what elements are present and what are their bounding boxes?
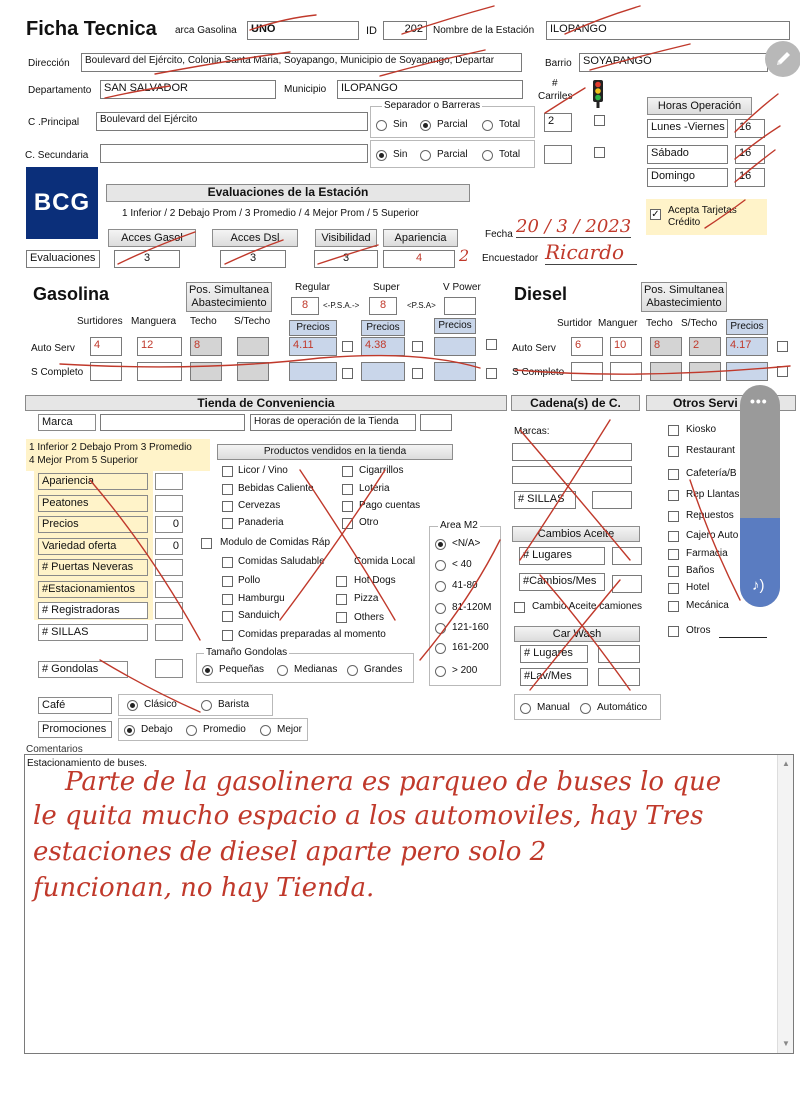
dsl-row-autoserv-label: Auto Serv	[512, 343, 556, 354]
horas-value-domingo[interactable]: 16	[735, 168, 765, 187]
prod-otro-label: Otro	[359, 517, 379, 528]
diesel-pos-simultanea-button[interactable]: Pos. Simultanea Abastecimiento	[641, 282, 727, 312]
gas-autoserv-super-check[interactable]	[412, 341, 423, 352]
otros-hotel-label: Hotel	[686, 582, 710, 593]
promo-promedio-label: Promedio	[203, 724, 246, 735]
eval-acces-gasol-value[interactable]: 3	[114, 250, 180, 268]
evaluaciones-label-box: Evaluaciones	[26, 250, 100, 268]
encuestador-label: Encuestador	[482, 253, 539, 264]
id-label: ID	[366, 25, 377, 37]
gas-autoserv-vpower-check[interactable]	[486, 339, 497, 350]
mod-pollo-check[interactable]	[222, 576, 233, 587]
direccion-field[interactable]: Boulevard del Ejército, Colonia Santa Maria, Soyapango, Municipio de Soyapango, Departar	[81, 53, 522, 72]
cafe-barista-radio[interactable]	[201, 700, 212, 711]
sep-row2-sin-label: Sin	[393, 149, 408, 160]
carwash-manual-radio[interactable]	[520, 703, 531, 714]
sep-row2-sin-radio[interactable]	[376, 150, 387, 161]
otros-mecanica-check[interactable]	[668, 601, 679, 612]
dsl-autoserv-manguer[interactable]: 10	[610, 337, 642, 356]
cprincipal-field[interactable]: Boulevard del Ejército	[96, 112, 368, 131]
gas-precios-vpower-label: Precios	[434, 318, 476, 334]
scroll-down-icon[interactable]: ▼	[782, 1039, 790, 1048]
tienda-field-registradoras: # Registradoras	[38, 602, 148, 619]
otros-cafeteria-label: Cafetería/B	[686, 468, 737, 479]
prod-pago-label: Pago cuentas	[359, 500, 421, 511]
otros-banos-check[interactable]	[668, 566, 679, 577]
tienda-value-estacionamientos[interactable]	[155, 581, 183, 598]
otros-repuestos-check[interactable]	[668, 511, 679, 522]
sep-row2-total-label: Total	[499, 149, 521, 160]
departamento-label: Departamento	[28, 85, 92, 96]
prod-cigarrillos-check[interactable]	[342, 466, 353, 477]
gas-col-stecho: S/Techo	[234, 316, 271, 327]
fuel-super-value[interactable]: 8	[369, 297, 397, 315]
carwash-lugares-field[interactable]	[598, 645, 640, 663]
comida-local-label: Comida Local	[354, 556, 416, 567]
otros-cajero-check[interactable]	[668, 531, 679, 542]
prod-pago-check[interactable]	[342, 501, 353, 512]
more-dots-icon[interactable]: •••	[750, 393, 768, 409]
area-161-200-radio[interactable]	[435, 643, 446, 654]
dsl-scompleto-stecho[interactable]	[689, 362, 721, 381]
prod-otro-check[interactable]	[342, 518, 353, 529]
productos-vendidos-button[interactable]: Productos vendidos en la tienda	[217, 444, 453, 460]
tienda-value-variedad[interactable]: 0	[155, 538, 183, 555]
tienda-marca-label: Marca	[38, 414, 96, 431]
evaluaciones-header: Evaluaciones de la Estación	[106, 184, 470, 202]
nombre-field[interactable]: ILOPANGO	[546, 21, 790, 40]
pencil-icon	[765, 41, 800, 77]
dsl-row-scompleto-label: S Completo	[512, 367, 565, 378]
otros-kiosko-label: Kiosko	[686, 424, 717, 435]
cadena-marcas-field-2[interactable]	[512, 466, 632, 484]
carwash-automatico-radio[interactable]	[580, 703, 591, 714]
tienda-gondolas-label: # Gondolas	[38, 661, 128, 678]
mod-preparadas-check[interactable]	[222, 630, 233, 641]
gas-col-surtidores: Surtidores	[77, 316, 123, 327]
dsl-autoserv-precio[interactable]: 4.17	[726, 337, 768, 356]
mod-sanduich-label: Sanduich	[238, 610, 280, 621]
cambios-mes-label: #Cambios/Mes	[519, 573, 605, 591]
mod-sanduich-check[interactable]	[222, 611, 233, 622]
eval-acces-gasol-button[interactable]: Acces Gasol	[108, 229, 196, 247]
fuel-regular-value[interactable]: 8	[291, 297, 319, 315]
horas-day-domingo: Domingo	[647, 168, 728, 187]
bcg-logo	[26, 167, 98, 239]
comments-area[interactable]	[24, 754, 794, 1054]
eval-visibilidad-value[interactable]: 3	[314, 250, 378, 268]
media-side-panel[interactable]	[740, 385, 780, 607]
gas-scompleto-stecho[interactable]	[237, 362, 269, 381]
fuel-vpower-label: V Power	[443, 282, 481, 293]
cadena-sillas-field[interactable]	[592, 491, 632, 509]
traffic-light-icon	[589, 80, 607, 108]
area-200-label: > 200	[452, 665, 478, 676]
gasolina-pos-simultanea-button[interactable]: Pos. Simultanea Abastecimiento	[186, 282, 272, 312]
sep-row1-parcial-label: Parcial	[437, 119, 468, 130]
tienda-gondolas-value[interactable]	[155, 659, 183, 678]
area-40-radio[interactable]	[435, 560, 446, 571]
cafe-clasico-label: Clásico	[144, 699, 177, 710]
barrio-label: Barrio	[545, 58, 572, 69]
otros-cajero-label: Cajero Auto	[686, 530, 739, 541]
comments-handwritten-line-1: Parte de la gasolinera es parqueo de buses lo que	[65, 767, 722, 797]
comments-scrollbar[interactable]	[777, 755, 793, 1053]
tienda-horas-label: Horas de operación de la Tienda	[250, 414, 416, 431]
otros-restaurant-label: Restaurant	[686, 445, 735, 456]
cadena-header: Cadena(s) de C.	[511, 395, 640, 411]
dsl-col-stecho: S/Techo	[681, 318, 718, 329]
cafe-barista-label: Barista	[218, 699, 250, 710]
music-note-icon[interactable]: ♪)	[752, 577, 765, 594]
dsl-col-techo: Techo	[646, 318, 673, 329]
sep-row1-sin-radio[interactable]	[376, 120, 387, 131]
eval-acces-dsl-value[interactable]: 3	[220, 250, 286, 268]
area-200-radio[interactable]	[435, 666, 446, 677]
separador-label: Separador o Barreras	[384, 100, 481, 111]
evaluaciones-scale: 1 Inferior / 2 Debajo Prom / 3 Promedio / 4 Mejor Prom / 5 Superior	[122, 208, 419, 219]
comments-handwritten-line-3: estaciones de diesel aparte pero solo 2	[33, 837, 547, 867]
cambios-lugares-label: # Lugares	[519, 547, 605, 565]
prod-loteria-check[interactable]	[342, 484, 353, 495]
mod-others-check[interactable]	[336, 612, 347, 623]
gas-autoserv-stecho[interactable]	[237, 337, 269, 356]
area-na-radio[interactable]	[435, 539, 446, 550]
tamano-medianas-radio[interactable]	[277, 665, 288, 676]
gasolina-title: Gasolina	[33, 284, 110, 304]
prod-loteria-label: Loteria	[359, 483, 390, 494]
tamano-grandes-label: Grandes	[364, 664, 403, 675]
promociones-label: Promociones	[38, 721, 112, 738]
dsl-col-surtidor: Surtidor	[557, 318, 593, 329]
otros-rep-llantas-label: Rep Llantas	[686, 489, 740, 500]
prod-cervezas-check[interactable]	[222, 501, 233, 512]
car-wash-button[interactable]: Car Wash	[514, 626, 640, 642]
cambios-lugares-field[interactable]	[612, 547, 642, 565]
gas-precios-super-label: Precios	[361, 320, 405, 336]
promo-mejor-label: Mejor	[277, 724, 303, 735]
acepta-tarjetas-checkbox[interactable]: ✓	[651, 209, 660, 220]
acepta-tarjetas-label: Acepta Tarjetas Crédito	[668, 205, 737, 228]
mod-pizza-label: Pizza	[354, 593, 379, 604]
gas-autoserv-manguera[interactable]: 12	[137, 337, 182, 356]
gas-scompleto-super-check[interactable]	[412, 368, 423, 379]
cadena-sillas-label: # SILLAS	[514, 491, 576, 509]
cambio-camiones-label: Cambio Aceite camiones	[532, 601, 643, 612]
area-121-160-radio[interactable]	[435, 623, 446, 634]
dsl-autoserv-surtidor[interactable]: 6	[571, 337, 603, 356]
eval-apariencia-value[interactable]: 4	[383, 250, 455, 268]
mod-saludable-label: Comidas Saludable	[238, 556, 325, 567]
promo-debajo-label: Debajo	[141, 724, 173, 735]
gas-autoserv-regular-check[interactable]	[342, 341, 353, 352]
fuel-super-label: Super	[373, 282, 400, 293]
dsl-col-precios: Precios	[726, 319, 768, 335]
eval-acces-dsl-button[interactable]: Acces Dsl	[212, 229, 298, 247]
fuel-regular-label: Regular	[295, 282, 331, 293]
tienda-scale-line1: 1 Inferior 2 Debajo Prom 3 Promedio	[29, 442, 192, 453]
otros-otros-label: Otros	[686, 625, 711, 636]
area-na-label: <N/A>	[452, 538, 481, 549]
tienda-field-sillas: # SILLAS	[38, 624, 148, 641]
cadena-marcas-label: Marcas:	[514, 426, 550, 437]
otros-otros-line	[719, 637, 767, 638]
marca-field[interactable]: UNO	[247, 21, 359, 40]
otros-kiosko-check[interactable]	[668, 425, 679, 436]
prod-licor-check[interactable]	[222, 466, 233, 477]
otros-restaurant-check[interactable]	[668, 446, 679, 457]
tamano-pequenas-radio[interactable]	[202, 665, 213, 676]
csecundaria-field[interactable]	[100, 144, 368, 163]
area-121-160-label: 121-160	[452, 622, 489, 633]
carriles-check-1[interactable]	[594, 115, 605, 126]
horas-day-lunes: Lunes -Viernes	[647, 119, 728, 138]
otros-servicios-header: Otros Servi	[646, 395, 796, 411]
dsl-scompleto-precio[interactable]	[726, 362, 768, 381]
carriles-hash: #	[552, 78, 558, 89]
cambio-camiones-check[interactable]	[514, 602, 525, 613]
mod-hotdogs-label: Hot Dogs	[354, 575, 396, 586]
gas-autoserv-precio-super[interactable]: 4.38	[361, 337, 405, 356]
otros-farmacia-check[interactable]	[668, 549, 679, 560]
horas-operacion-button[interactable]: Horas Operación	[647, 97, 752, 115]
sep-row1-sin-label: Sin	[393, 119, 408, 130]
tienda-field-precios: Precios	[38, 516, 148, 533]
otros-rep-llantas-check[interactable]	[668, 490, 679, 501]
sep-row1-total-label: Total	[499, 119, 521, 130]
cafe-group	[118, 694, 273, 716]
tamano-gondolas-label: Tamaño Gondolas	[206, 647, 288, 658]
comments-typed-text: Estacionamiento de buses.	[27, 758, 148, 769]
direccion-label: Dirección	[28, 58, 70, 69]
dsl-autoserv-stecho[interactable]: 2	[689, 337, 721, 356]
prod-bebidas-check[interactable]	[222, 484, 233, 495]
tienda-field-estacionamientos: #Estacionamientos	[38, 581, 148, 598]
sep-row1-total-radio[interactable]	[482, 120, 493, 131]
tienda-value-sillas[interactable]	[155, 624, 183, 641]
carwash-lugares-label: # Lugares	[520, 645, 588, 663]
prod-bebidas-label: Bebidas Caliente	[238, 483, 314, 494]
comments-handwritten-line-2: le quita mucho espacio a los automoviles, hay Tres	[33, 801, 704, 831]
carwash-lav-mes-label: #Lav/Mes	[520, 668, 588, 686]
gas-row-scompleto-label: S Completo	[31, 367, 84, 378]
eval-apariencia-button[interactable]: Apariencia	[383, 229, 458, 247]
tienda-field-peatones: Peatones	[38, 495, 148, 512]
area-81-120-label: 81-120M	[452, 602, 492, 613]
gas-autoserv-precio-vpower[interactable]	[434, 337, 476, 356]
prod-cigarrillos-label: Cigarrillos	[359, 465, 404, 476]
csecundaria-label: C. Secundaria	[25, 150, 89, 161]
fuel-vpower-value[interactable]	[444, 297, 476, 315]
modulo-comidas-check[interactable]	[201, 538, 212, 549]
tienda-field-variedad: Variedad oferta	[38, 538, 148, 555]
otros-mecanica-label: Mecánica	[686, 600, 729, 611]
encuestador-value[interactable]: Ricardo	[545, 240, 637, 265]
page-title: Ficha Tecnica	[26, 18, 157, 40]
modulo-comidas-label: Modulo de Comidas Ráp	[220, 537, 331, 548]
area-41-80-label: 41-80	[452, 580, 478, 591]
comments-handwritten-line-4: funcionan, no hay Tienda.	[33, 873, 375, 903]
otros-cafeteria-check[interactable]	[668, 469, 679, 480]
tamano-medianas-label: Medianas	[294, 664, 338, 675]
dsl-scompleto-manguer[interactable]	[610, 362, 642, 381]
departamento-field[interactable]: SAN SALVADOR	[100, 80, 276, 99]
carwash-lav-mes-field[interactable]	[598, 668, 640, 686]
dsl-scompleto-techo[interactable]	[650, 362, 682, 381]
otros-otros-check[interactable]	[668, 626, 679, 637]
gas-scompleto-techo[interactable]	[190, 362, 222, 381]
marca-label: arca Gasolina	[175, 25, 237, 36]
edit-pencil-button[interactable]	[765, 41, 800, 77]
tienda-horas-field[interactable]	[420, 414, 452, 431]
sep-row2-total-radio[interactable]	[482, 150, 493, 161]
tienda-field-apariencia: Apariencia	[38, 473, 148, 490]
mod-pollo-label: Pollo	[238, 575, 261, 586]
tienda-value-peatones[interactable]	[155, 495, 183, 512]
eval-visibilidad-button[interactable]: Visibilidad	[315, 229, 377, 247]
dsl-scompleto-check[interactable]	[777, 366, 788, 377]
horas-day-sabado: Sábado	[647, 145, 728, 164]
stroke-gas-row	[60, 356, 480, 368]
dsl-scompleto-surtidor[interactable]	[571, 362, 603, 381]
area-41-80-radio[interactable]	[435, 581, 446, 592]
mod-hamburgu-check[interactable]	[222, 594, 233, 605]
carriles-field-1[interactable]: 2	[544, 113, 572, 132]
cprincipal-label: C .Principal	[28, 117, 80, 128]
tienda-value-registradoras[interactable]	[155, 602, 183, 619]
promo-debajo-radio[interactable]	[124, 725, 135, 736]
mod-pizza-check[interactable]	[336, 594, 347, 605]
diesel-title: Diesel	[514, 284, 568, 304]
eval-handwritten-mark: 2	[459, 246, 470, 265]
cafe-clasico-radio[interactable]	[127, 700, 138, 711]
comments-label: Comentarios	[26, 744, 83, 753]
area-m2-label: Area M2	[440, 520, 478, 531]
gas-scompleto-precio-super[interactable]	[361, 362, 405, 381]
prod-panaderia-check[interactable]	[222, 518, 233, 529]
carwash-automatico-label: Automático	[597, 702, 648, 713]
tamano-grandes-radio[interactable]	[347, 665, 358, 676]
mod-saludable-check[interactable]	[222, 557, 233, 568]
dsl-autoserv-check[interactable]	[777, 341, 788, 352]
tienda-value-precios[interactable]: 0	[155, 516, 183, 533]
tienda-header: Tienda de Conveniencia	[25, 395, 507, 411]
otros-repuestos-label: Repuestos	[686, 510, 734, 521]
id-field[interactable]: 202	[383, 21, 427, 40]
psa-label-1: <-P.S.A.->	[323, 301, 360, 310]
mod-hamburgu-label: Hamburgu	[238, 593, 285, 604]
municipio-label: Municipio	[284, 84, 327, 95]
otros-hotel-check[interactable]	[668, 583, 679, 594]
tienda-marca-field[interactable]	[100, 414, 245, 431]
nombre-label: Nombre de la Estación	[433, 25, 535, 36]
gas-autoserv-techo[interactable]: 8	[190, 337, 222, 356]
area-81-120-radio[interactable]	[435, 603, 446, 614]
municipio-field[interactable]: ILOPANGO	[337, 80, 523, 99]
tamano-pequenas-label: Pequeñas	[219, 664, 265, 675]
gas-scompleto-surtidores[interactable]	[90, 362, 122, 381]
carriles-label: Carriles	[538, 91, 573, 102]
fecha-label: Fecha	[485, 229, 513, 240]
tienda-field-puertas: # Puertas Neveras	[38, 559, 148, 576]
gas-col-manguera: Manguera	[131, 316, 177, 327]
cambios-mes-field[interactable]	[612, 575, 642, 593]
cafe-label: Café	[38, 697, 112, 714]
gas-scompleto-vpower-check[interactable]	[486, 368, 497, 379]
mod-hotdogs-check[interactable]	[336, 576, 347, 587]
bcg-logo-text: BCG	[33, 189, 91, 216]
prod-cervezas-label: Cervezas	[238, 500, 281, 511]
tienda-value-puertas[interactable]	[155, 559, 183, 576]
carriles-field-2[interactable]	[544, 145, 572, 164]
gas-scompleto-precio-vpower[interactable]	[434, 362, 476, 381]
sep-row2-parcial-label: Parcial	[437, 149, 468, 160]
scroll-up-icon[interactable]: ▲	[782, 759, 790, 768]
gas-col-techo: Techo	[190, 316, 217, 327]
sep-row2-parcial-radio[interactable]	[420, 150, 431, 161]
prod-licor-label: Licor / Vino	[238, 465, 288, 476]
cambios-aceite-button[interactable]: Cambios Aceite	[512, 526, 640, 542]
horas-value-lunes[interactable]: 16	[735, 119, 765, 138]
gas-scompleto-regular-check[interactable]	[342, 368, 353, 379]
psa-label-2: <P.S.A>	[407, 301, 436, 310]
dsl-col-manguer: Manguer	[598, 318, 638, 329]
gas-precios-regular-label: Precios	[289, 320, 337, 336]
gas-autoserv-precio-regular[interactable]: 4.11	[289, 337, 337, 356]
gas-row-autoserv-label: Auto Serv	[31, 343, 75, 354]
carriles-check-2[interactable]	[594, 147, 605, 158]
otros-banos-label: Baños	[686, 565, 715, 576]
horas-value-sabado[interactable]: 16	[735, 145, 765, 164]
promo-mejor-radio[interactable]	[260, 725, 271, 736]
gas-scompleto-manguera[interactable]	[137, 362, 182, 381]
gas-autoserv-surtidores[interactable]: 4	[90, 337, 122, 356]
sep-row1-parcial-radio[interactable]	[420, 120, 431, 131]
promo-promedio-radio[interactable]	[186, 725, 197, 736]
prod-panaderia-label: Panaderia	[238, 517, 284, 528]
area-161-200-label: 161-200	[452, 642, 489, 653]
otros-farmacia-label: Farmacia	[686, 548, 728, 559]
mod-preparadas-label: Comidas preparadas al momento	[238, 629, 386, 640]
tienda-value-apariencia[interactable]	[155, 473, 183, 490]
carwash-manual-label: Manual	[537, 702, 570, 713]
dsl-autoserv-techo[interactable]: 8	[650, 337, 682, 356]
tienda-scale-line2: 4 Mejor Prom 5 Superior	[29, 455, 138, 466]
fecha-value[interactable]: 20 / 3 / 2023	[516, 216, 632, 237]
mod-others-label: Others	[354, 612, 385, 623]
area-40-label: < 40	[452, 559, 472, 570]
cadena-marcas-field-1[interactable]	[512, 443, 632, 461]
gas-scompleto-precio-regular[interactable]	[289, 362, 337, 381]
barrio-field[interactable]: SOYAPANGO	[579, 53, 768, 72]
